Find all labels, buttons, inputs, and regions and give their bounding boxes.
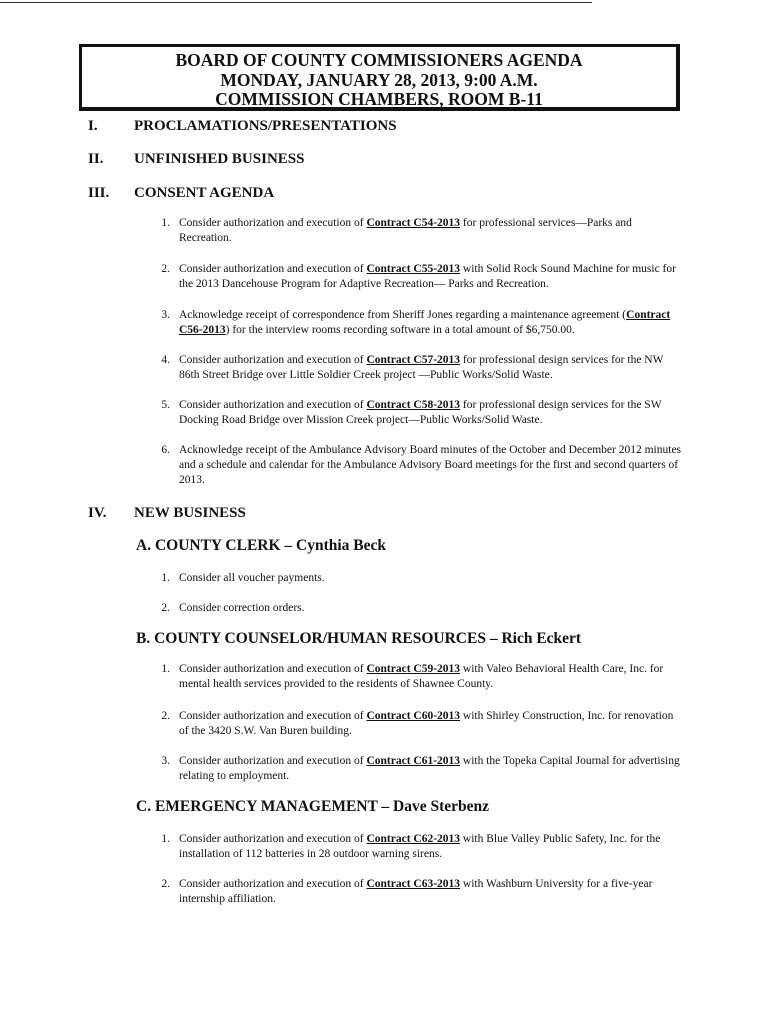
section-title: PROCLAMATIONS/PRESENTATIONS [134,118,397,134]
contract-link[interactable]: Contract C60-2013 [366,710,461,722]
section-number: III. [88,185,110,201]
item-text: Consider authorization and execution of Contract C54-2013 for professional services—Parks and Recreation. [179,217,632,244]
item-text: Consider authorization and execution of Contract C61-2013 with the Topeka Capital Journal for advertising relating to employment. [179,755,680,782]
subsection-county-counselor: B. COUNTY COUNSELOR/HUMAN RESOURCES – Rich Eckert [136,630,582,647]
item-text: Consider authorization and execution of Contract C60-2013 with Shirley Construction, Inc. for renovation of the 3420 S.W. Van Buren building. [179,710,674,737]
item-text: Consider authorization and execution of Contract C58-2013 for professional design services for the SW Docking Road Bridge over Mission Creek project—Public Works/Solid Waste. [179,399,662,426]
item-number: 4. [161,354,170,366]
item-number: 1. [161,833,170,845]
item-text: Acknowledge receipt of correspondence from Sheriff Jones regarding a maintenance agreement (Contract C56-2013) for the interview rooms recording software in a total amount of $6,750.00. [179,309,671,336]
item-number: 6. [161,444,170,456]
contract-link[interactable]: Contract C59-2013 [366,663,461,675]
contract-link[interactable]: Contract C54-2013 [366,217,461,229]
top-rule [0,2,592,3]
item-number: 2. [161,602,170,614]
item-text: Consider authorization and execution of Contract C59-2013 with Valeo Behavioral Health Care, Inc. for mental health services provided to the residents of Shawnee County. [179,663,664,690]
item-text: Consider authorization and execution of Contract C57-2013 for professional design services for the NW 86th Street Bridge over Little Soldier Creek project —Public Works/Solid Waste. [179,354,664,381]
contract-link[interactable]: Contract C57-2013 [366,354,461,366]
header-title: BOARD OF COUNTY COMMISSIONERS AGENDA [175,50,583,70]
item-number: 2. [161,263,170,275]
subsection-emergency-management: C. EMERGENCY MANAGEMENT – Dave Sterbenz [136,798,490,815]
item-number: 2. [161,710,170,722]
contract-link[interactable]: Contract C62-2013 [366,833,461,845]
item-text: Consider all voucher payments. [179,572,325,584]
contract-link[interactable]: Contract C61-2013 [366,755,461,767]
section-number: II. [88,151,104,167]
item-text: Consider authorization and execution of Contract C55-2013 with Solid Rock Sound Machine for music for the 2013 Dancehouse Program for Adaptive Recreation— Parks and Recreation. [179,263,676,290]
section-title: CONSENT AGENDA [134,185,275,201]
item-text: Consider correction orders. [179,602,305,614]
agenda-header [79,44,680,111]
item-number: 5. [161,399,170,411]
section-title: UNFINISHED BUSINESS [134,151,305,167]
section-number: I. [88,118,98,134]
contract-link[interactable]: Contract C63-2013 [366,878,461,890]
item-number: 1. [161,217,170,229]
contract-link[interactable]: Contract C58-2013 [366,399,461,411]
item-number: 1. [161,663,170,675]
header-date: MONDAY, JANUARY 28, 2013, 9:00 A.M. [220,69,538,90]
item-number: 2. [161,878,170,890]
item-text: Consider authorization and execution of Contract C62-2013 with Blue Valley Public Safety, Inc. for the installation of 112 batteries in 28 outdoor warning sirens. [179,833,661,860]
item-text: Acknowledge receipt of the Ambulance Advisory Board minutes of the October and December 2012 minutes and a schedule and calendar for the Ambulance Advisory Board meetings for the first and second quarters of 2013. [179,444,682,486]
section-number: IV. [88,505,107,521]
contract-link[interactable]: Contract C55-2013 [366,263,461,275]
item-text: Consider authorization and execution of Contract C63-2013 with Washburn University for a five-year internship affiliation. [179,878,653,905]
section-title: NEW BUSINESS [134,505,246,521]
contract-link[interactable]: Contract C56-2013 [179,309,671,336]
item-number: 3. [161,309,170,321]
header-location: COMMISSION CHAMBERS, ROOM B-11 [215,89,543,109]
subsection-county-clerk: A. COUNTY CLERK – Cynthia Beck [136,537,387,554]
item-number: 3. [161,755,170,767]
item-number: 1. [161,572,170,584]
